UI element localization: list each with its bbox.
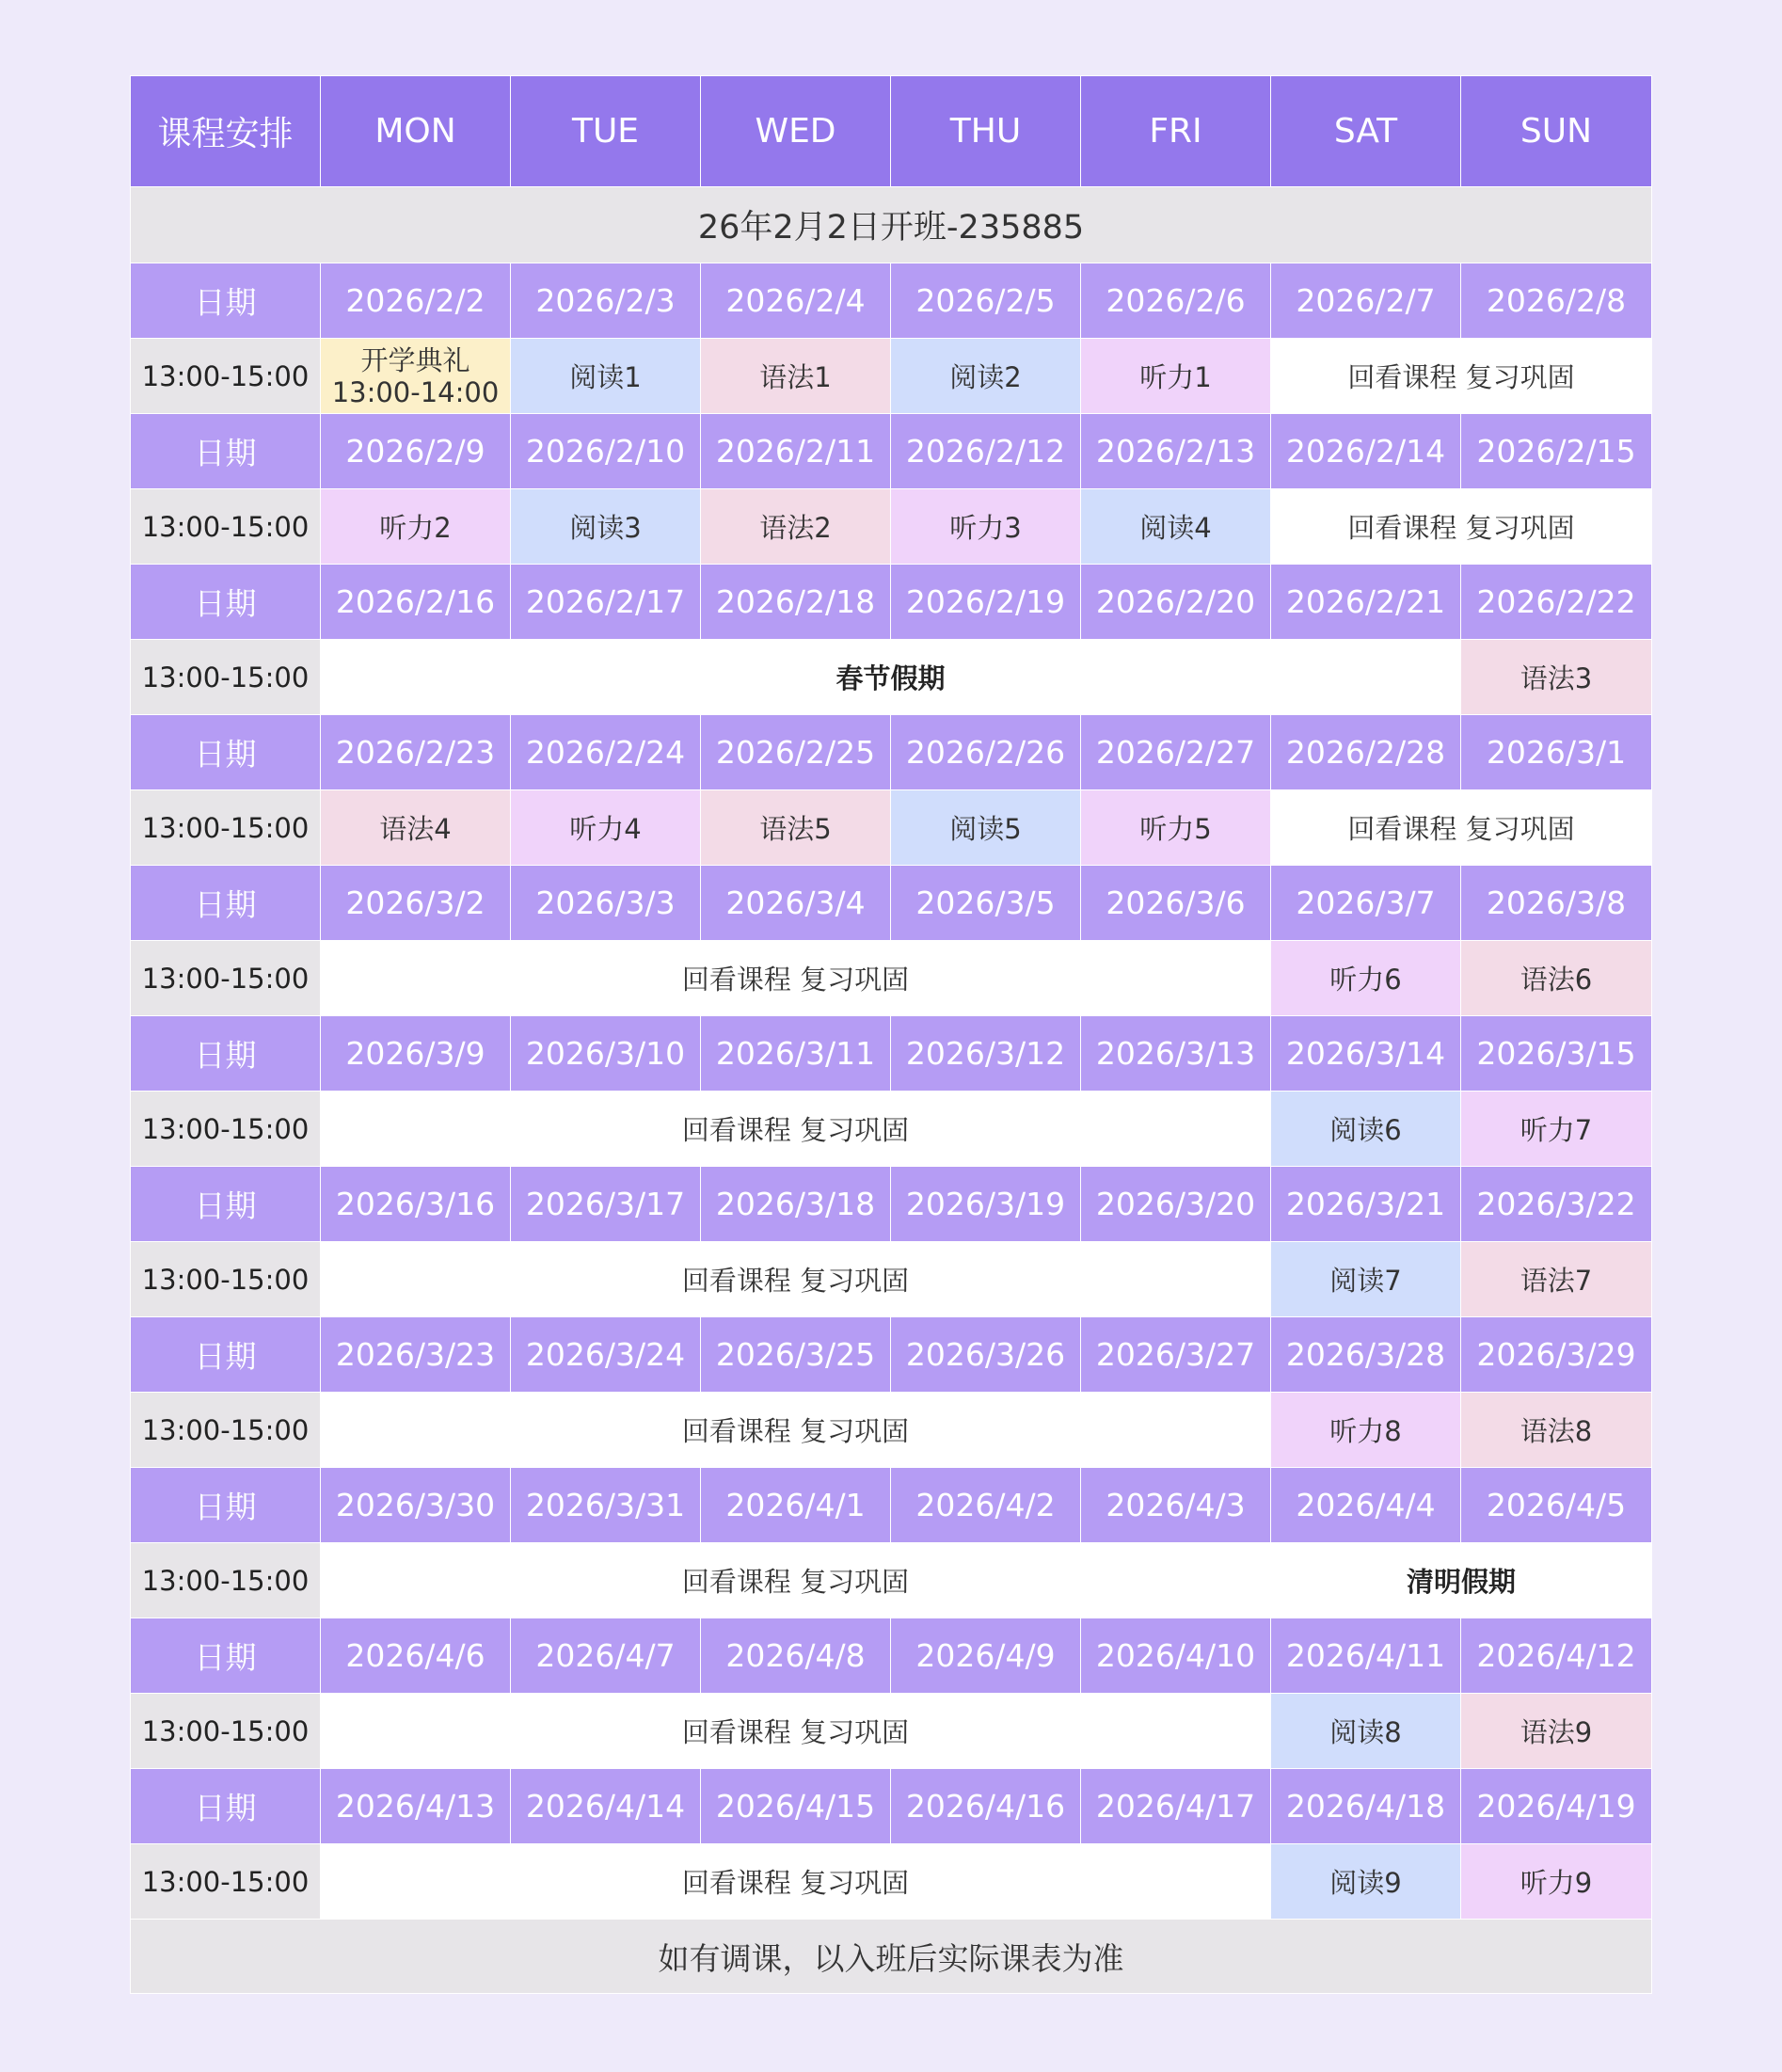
date-cell: 2026/3/4: [701, 866, 891, 941]
session-row: [131, 1844, 1652, 1920]
date-cell: 2026/3/28: [1271, 1317, 1461, 1393]
date-row: [131, 263, 1652, 339]
date-cell: 2026/4/13: [321, 1769, 511, 1844]
time-slot-cell: 13:00-15:00: [131, 1694, 321, 1769]
date-cell: 2026/2/22: [1461, 565, 1652, 640]
time-slot-cell: 13:00-15:00: [131, 1393, 321, 1468]
date-row: [131, 1317, 1652, 1393]
date-cell: 2026/3/15: [1461, 1016, 1652, 1092]
date-row: [131, 565, 1652, 640]
date-row-label: 日期: [131, 263, 321, 339]
session-row: [131, 1393, 1652, 1468]
review-cell: 回看课程 复习巩固: [321, 941, 1271, 1016]
review-cell: 回看课程 复习巩固: [321, 1543, 1271, 1618]
date-cell: 2026/4/7: [511, 1618, 701, 1694]
header-day-sat: SAT: [1271, 76, 1461, 187]
time-slot-cell: 13:00-15:00: [131, 640, 321, 715]
date-cell: 2026/4/14: [511, 1769, 701, 1844]
date-cell: 2026/2/25: [701, 715, 891, 790]
date-cell: 2026/2/15: [1461, 414, 1652, 489]
review-cell: 回看课程 复习巩固: [321, 1092, 1271, 1167]
review-cell: 回看课程 复习巩固: [1271, 790, 1652, 866]
date-cell: 2026/4/3: [1081, 1468, 1271, 1543]
date-cell: 2026/4/5: [1461, 1468, 1652, 1543]
date-row-label: 日期: [131, 1769, 321, 1844]
date-cell: 2026/3/23: [321, 1317, 511, 1393]
lesson-cell: 听力1: [1081, 339, 1271, 414]
session-row: [131, 1242, 1652, 1317]
date-cell: 2026/4/19: [1461, 1769, 1652, 1844]
date-cell: 2026/2/19: [891, 565, 1081, 640]
lesson-cell: 听力9: [1461, 1844, 1652, 1920]
date-cell: 2026/3/18: [701, 1167, 891, 1242]
date-cell: 2026/2/5: [891, 263, 1081, 339]
lesson-cell: 语法6: [1461, 941, 1652, 1016]
date-cell: 2026/2/24: [511, 715, 701, 790]
time-slot-cell: 13:00-15:00: [131, 790, 321, 866]
date-cell: 2026/4/6: [321, 1618, 511, 1694]
time-slot-cell: 13:00-15:00: [131, 941, 321, 1016]
header-day-fri: FRI: [1081, 76, 1271, 187]
header-row: [131, 76, 1652, 187]
date-row-label: 日期: [131, 565, 321, 640]
date-cell: 2026/3/8: [1461, 866, 1652, 941]
date-row: [131, 1618, 1652, 1694]
holiday-cell: 清明假期: [1271, 1543, 1652, 1618]
session-row: [131, 1543, 1652, 1618]
time-slot-cell: 13:00-15:00: [131, 1092, 321, 1167]
review-cell: 回看课程 复习巩固: [321, 1694, 1271, 1769]
date-cell: 2026/2/14: [1271, 414, 1461, 489]
date-cell: 2026/4/2: [891, 1468, 1081, 1543]
date-cell: 2026/2/8: [1461, 263, 1652, 339]
date-cell: 2026/4/16: [891, 1769, 1081, 1844]
session-row: [131, 941, 1652, 1016]
date-cell: 2026/2/10: [511, 414, 701, 489]
date-cell: 2026/2/23: [321, 715, 511, 790]
date-cell: 2026/2/2: [321, 263, 511, 339]
session-row: [131, 339, 1652, 414]
date-cell: 2026/3/19: [891, 1167, 1081, 1242]
date-cell: 2026/2/26: [891, 715, 1081, 790]
header-day-sun: SUN: [1461, 76, 1652, 187]
lesson-cell: 语法4: [321, 790, 511, 866]
date-cell: 2026/3/3: [511, 866, 701, 941]
lesson-cell: 语法3: [1461, 640, 1652, 715]
date-cell: 2026/4/8: [701, 1618, 891, 1694]
date-cell: 2026/2/6: [1081, 263, 1271, 339]
date-cell: 2026/2/11: [701, 414, 891, 489]
review-cell: 回看课程 复习巩固: [1271, 489, 1652, 565]
date-cell: 2026/4/17: [1081, 1769, 1271, 1844]
date-cell: 2026/3/7: [1271, 866, 1461, 941]
lesson-cell: 语法8: [1461, 1393, 1652, 1468]
lesson-cell: 开学典礼 13:00-14:00: [321, 339, 511, 414]
date-row-label: 日期: [131, 715, 321, 790]
date-row-label: 日期: [131, 1618, 321, 1694]
date-cell: 2026/3/16: [321, 1167, 511, 1242]
review-cell: 回看课程 复习巩固: [1271, 339, 1652, 414]
date-cell: 2026/2/18: [701, 565, 891, 640]
lesson-cell: 听力2: [321, 489, 511, 565]
holiday-cell: 春节假期: [321, 640, 1461, 715]
date-row-label: 日期: [131, 866, 321, 941]
date-row: [131, 715, 1652, 790]
lesson-cell: 语法5: [701, 790, 891, 866]
review-cell: 回看课程 复习巩固: [321, 1242, 1271, 1317]
date-cell: 2026/3/31: [511, 1468, 701, 1543]
date-cell: 2026/2/12: [891, 414, 1081, 489]
date-cell: 2026/3/25: [701, 1317, 891, 1393]
date-row: [131, 1167, 1652, 1242]
date-cell: 2026/2/3: [511, 263, 701, 339]
date-cell: 2026/2/4: [701, 263, 891, 339]
date-row-label: 日期: [131, 1468, 321, 1543]
schedule-table: [130, 75, 1652, 1994]
date-cell: 2026/2/16: [321, 565, 511, 640]
lesson-cell: 语法7: [1461, 1242, 1652, 1317]
review-cell: 回看课程 复习巩固: [321, 1844, 1271, 1920]
date-row-label: 日期: [131, 1317, 321, 1393]
date-row: [131, 1468, 1652, 1543]
date-cell: 2026/3/12: [891, 1016, 1081, 1092]
date-cell: 2026/3/21: [1271, 1167, 1461, 1242]
footer-row: [131, 1920, 1652, 1994]
session-row: [131, 1092, 1652, 1167]
date-cell: 2026/2/20: [1081, 565, 1271, 640]
date-cell: 2026/3/20: [1081, 1167, 1271, 1242]
date-row: [131, 866, 1652, 941]
time-slot-cell: 13:00-15:00: [131, 339, 321, 414]
date-cell: 2026/2/17: [511, 565, 701, 640]
banner-row: [131, 187, 1652, 263]
date-row-label: 日期: [131, 1016, 321, 1092]
lesson-cell: 阅读2: [891, 339, 1081, 414]
session-row: [131, 1694, 1652, 1769]
date-cell: 2026/3/26: [891, 1317, 1081, 1393]
time-slot-cell: 13:00-15:00: [131, 489, 321, 565]
date-cell: 2026/4/10: [1081, 1618, 1271, 1694]
review-cell: 回看课程 复习巩固: [321, 1393, 1271, 1468]
date-cell: 2026/3/17: [511, 1167, 701, 1242]
date-row: [131, 414, 1652, 489]
date-cell: 2026/3/24: [511, 1317, 701, 1393]
class-banner: 26年2月2日开班-235885: [131, 187, 1652, 263]
date-row-label: 日期: [131, 414, 321, 489]
date-cell: 2026/4/15: [701, 1769, 891, 1844]
lesson-cell: 听力6: [1271, 941, 1461, 1016]
date-cell: 2026/4/4: [1271, 1468, 1461, 1543]
session-row: [131, 790, 1652, 866]
date-cell: 2026/3/13: [1081, 1016, 1271, 1092]
date-cell: 2026/3/6: [1081, 866, 1271, 941]
date-cell: 2026/4/9: [891, 1618, 1081, 1694]
lesson-cell: 阅读1: [511, 339, 701, 414]
date-row-label: 日期: [131, 1167, 321, 1242]
lesson-cell: 阅读4: [1081, 489, 1271, 565]
lesson-cell: 语法1: [701, 339, 891, 414]
date-cell: 2026/2/27: [1081, 715, 1271, 790]
lesson-cell: 听力3: [891, 489, 1081, 565]
lesson-cell: 阅读9: [1271, 1844, 1461, 1920]
lesson-cell: 听力8: [1271, 1393, 1461, 1468]
date-cell: 2026/4/12: [1461, 1618, 1652, 1694]
date-cell: 2026/2/7: [1271, 263, 1461, 339]
time-slot-cell: 13:00-15:00: [131, 1543, 321, 1618]
date-cell: 2026/3/22: [1461, 1167, 1652, 1242]
lesson-cell: 听力7: [1461, 1092, 1652, 1167]
date-cell: 2026/3/29: [1461, 1317, 1652, 1393]
time-slot-cell: 13:00-15:00: [131, 1844, 321, 1920]
date-cell: 2026/2/28: [1271, 715, 1461, 790]
date-cell: 2026/3/27: [1081, 1317, 1271, 1393]
date-row: [131, 1016, 1652, 1092]
date-cell: 2026/4/1: [701, 1468, 891, 1543]
lesson-cell: 语法9: [1461, 1694, 1652, 1769]
date-cell: 2026/3/5: [891, 866, 1081, 941]
lesson-cell: 阅读6: [1271, 1092, 1461, 1167]
date-cell: 2026/2/13: [1081, 414, 1271, 489]
time-slot-cell: 13:00-15:00: [131, 1242, 321, 1317]
header-day-wed: WED: [701, 76, 891, 187]
header-day-tue: TUE: [511, 76, 701, 187]
date-cell: 2026/2/21: [1271, 565, 1461, 640]
date-cell: 2026/2/9: [321, 414, 511, 489]
lesson-cell: 阅读3: [511, 489, 701, 565]
date-cell: 2026/3/30: [321, 1468, 511, 1543]
lesson-cell: 阅读5: [891, 790, 1081, 866]
header-corner: 课程安排: [131, 76, 321, 187]
date-cell: 2026/3/11: [701, 1016, 891, 1092]
header-day-thu: THU: [891, 76, 1081, 187]
lesson-cell: 阅读7: [1271, 1242, 1461, 1317]
lesson-cell: 听力4: [511, 790, 701, 866]
date-cell: 2026/3/9: [321, 1016, 511, 1092]
footer-note: 如有调课，以入班后实际课表为准: [131, 1920, 1652, 1994]
date-cell: 2026/4/18: [1271, 1769, 1461, 1844]
date-cell: 2026/3/1: [1461, 715, 1652, 790]
date-cell: 2026/3/2: [321, 866, 511, 941]
lesson-cell: 听力5: [1081, 790, 1271, 866]
lesson-cell: 语法2: [701, 489, 891, 565]
date-cell: 2026/3/10: [511, 1016, 701, 1092]
session-row: [131, 640, 1652, 715]
date-cell: 2026/4/11: [1271, 1618, 1461, 1694]
session-row: [131, 489, 1652, 565]
header-day-mon: MON: [321, 76, 511, 187]
lesson-cell: 阅读8: [1271, 1694, 1461, 1769]
date-row: [131, 1769, 1652, 1844]
date-cell: 2026/3/14: [1271, 1016, 1461, 1092]
